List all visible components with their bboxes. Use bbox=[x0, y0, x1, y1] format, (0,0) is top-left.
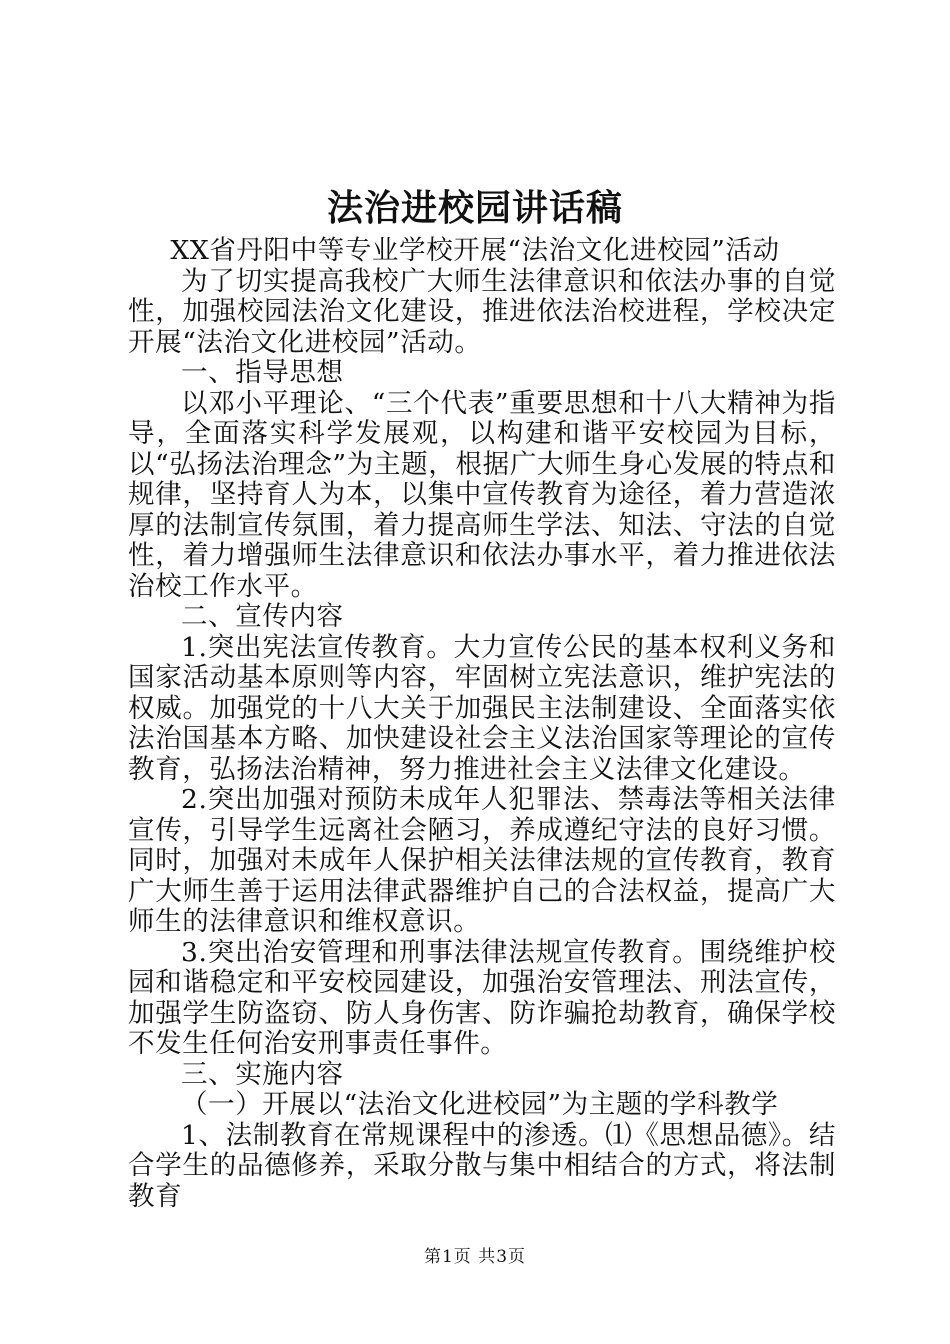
document-body bbox=[128, 236, 836, 1212]
section-heading-publicity-content: 二、宣传内容 bbox=[181, 601, 344, 632]
section-heading-guiding-ideology: 一、指导思想 bbox=[181, 357, 344, 388]
paragraph-item-3-public-security: 3.突出治安管理和刑事法律法规宣传教育。围绕维护校园和谐稳定和平安校园建设，加强治安管理法、刑法宣传，加强学生防盗窃、防人身伤害、防诈骗抢劫教育，确保学校不发生任何治安刑事责任事件。 bbox=[128, 936, 836, 1059]
paragraph-item-2-minors-law: 2.突出加强对预防未成年人犯罪法、禁毒法等相关法律宣传，引导学生远离社会陋习，养成遵纪守法的良好习惯。同时，加强对未成年人保护相关法律法规的宣传教育，教育广大师生善于运用法律武器维护自己的合法权益，提高广大师生的法律意识和维权意识。 bbox=[128, 784, 836, 937]
paragraph-curriculum-integration: 1、法制教育在常规课程中的渗透。⑴《思想品德》。结合学生的品德修养，采取分散与集中相结合的方式，将法制教育 bbox=[128, 1119, 836, 1212]
page-footer: 第1页 共3页 bbox=[423, 1247, 527, 1267]
paragraph-purpose: 为了切实提高我校广大师生法律意识和依法办事的自觉性，加强校园法治文化建设，推进依法治校进程，学校决定开展“法治文化进校园”活动。 bbox=[128, 265, 836, 358]
paragraph-guiding-ideology: 以邓小平理论、“三个代表”重要思想和十八大精神为指导，全面落实科学发展观，以构建和谐平安校园为目标，以“弘扬法治理念”为主题，根据广大师生身心发展的特点和规律，坚持育人为本，以集中宣传教育为途径，着力营造浓厚的法制宣传氛围，着力提高师生学法、知法、守法的自觉性，着力增强师生法律意识和依法办事水平，着力推进依法治校工作水平。 bbox=[128, 387, 836, 602]
section-heading-implementation: 三、实施内容 bbox=[181, 1058, 344, 1090]
document-title: 法治进校园讲话稿 bbox=[326, 187, 623, 229]
subsection-heading-teaching: （一）开展以“法治文化进校园”为主题的学科教学 bbox=[181, 1089, 779, 1120]
paragraph-intro-heading: XX省丹阳中等专业学校开展“法治文化进校园”活动 bbox=[170, 235, 780, 266]
paragraph-item-1-constitution: 1.突出宪法宣传教育。大力宣传公民的基本权利义务和国家活动基本原则等内容，牢固树立宪法意识，维护宪法的权威。加强党的十八大关于加强民主法制建设、全面落实依法治国基本方略、加快建设社会主义法治国家等理论的宣传教育，弘扬法治精神，努力推进社会主义法律文化建设。 bbox=[128, 631, 836, 785]
